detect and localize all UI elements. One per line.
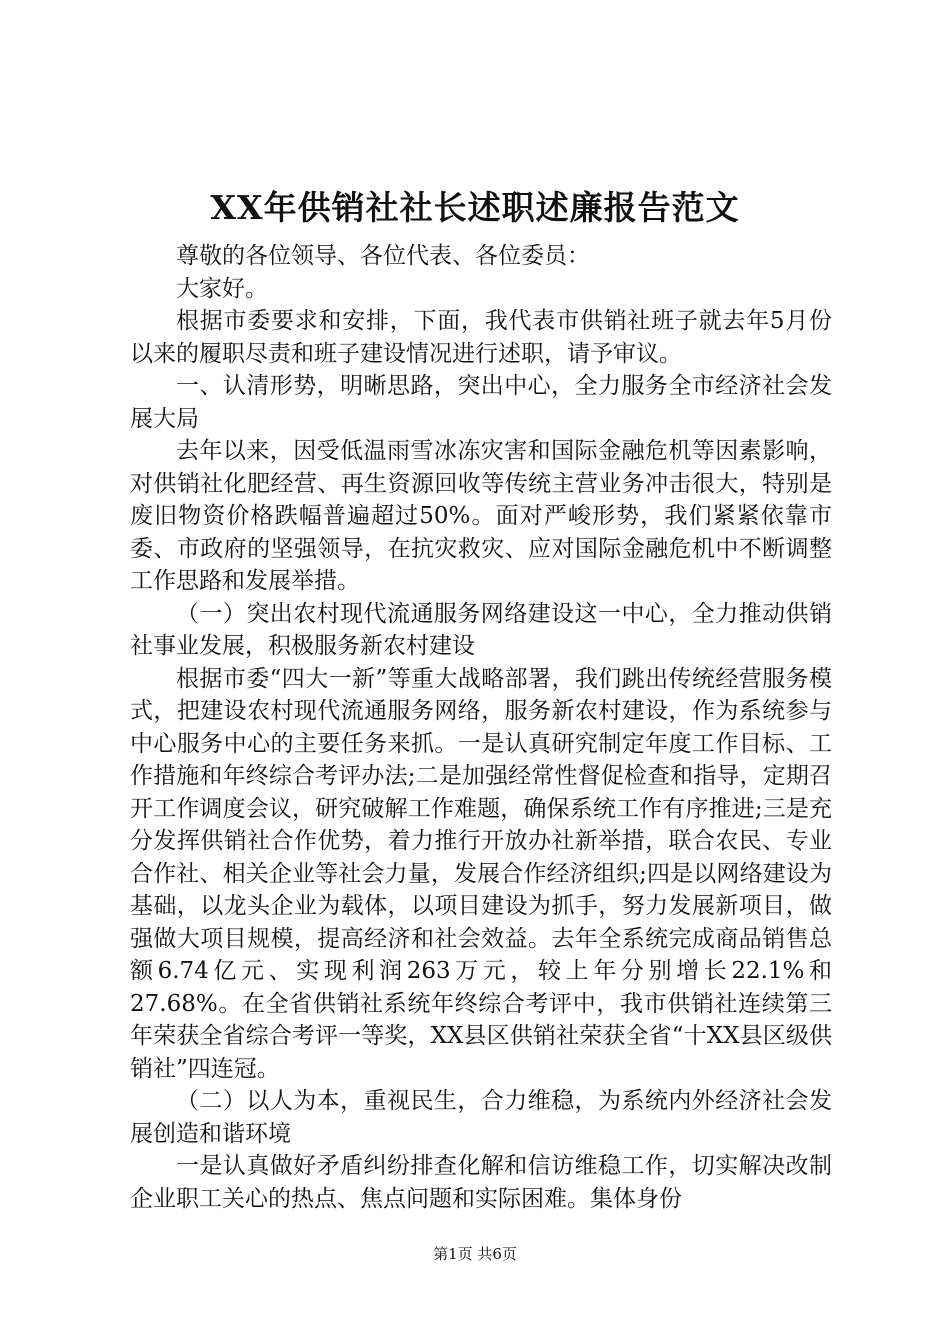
paragraph-network: 根据市委“四大一新”等重大战略部署，我们跳出传统经营服务模式，把建设农村现代流通服务网络，服务新农村建设，作为系统参与中心服务中心的主要任务来抓。一是认真研究制定年度工作目标、工作措施和年终综合考评办法;二是加强经常性督促检查和指导，定期召开工作调度会议，研究破解工作难题，确保系统工作有序推进;三是充分发挥供销社合作优势，着力推行开放办社新举措，联合农民、专业合作社、相关企业等社会力量，发展合作经济组织;四是以网络建设为基础，以龙头企业为载体，以项目建设为抓手，努力发展新项目，做强做大项目规模，提高经济和社会效益。去年全系统完成商品销售总额6.74亿元、实现利润263万元，较上年分别增长22.1%和27.68%。在全省供销社系统年终综合考评中，我市供销社连续第三年荣获全省综合考评一等奖，XX县区供销社荣获全省“十XX县区级供销社”四连冠。 — [130, 665, 832, 1082]
paragraph-stability: 一是认真做好矛盾纠纷排查化解和信访维稳工作，切实解决改制企业职工关心的热点、焦点问题和实际困难。集体身份 — [130, 1153, 832, 1212]
paragraph-salutation: 尊敬的各位领导、各位代表、各位委员： — [176, 243, 590, 269]
subsection-heading-2: （二）以人为本，重视民生，合力维稳，为系统内外经济社会发展创造和谐环境 — [130, 1088, 832, 1147]
subsection-heading-1: （一）突出农村现代流通服务网络建设这一中心，全力推动供销社事业发展，积极服务新农村建设 — [130, 600, 832, 659]
page-footer: 第1页 共6页 — [433, 1245, 517, 1263]
paragraph-situation: 去年以来，因受低温雨雪冰冻灾害和国际金融危机等因素影响，对供销社化肥经营、再生资源回收等传统主营业务冲击很大，特别是废旧物资价格跌幅普遍超过50%。面对严峻形势，我们紧紧依靠市委、市政府的坚强领导，在抗灾救灾、应对国际金融危机中不断调整工作思路和发展举措。 — [130, 438, 832, 594]
paragraph-greeting: 大家好。 — [176, 275, 268, 302]
section-heading-1: 一、认清形势，明晰思路，突出中心，全力服务全市经济社会发展大局 — [130, 373, 832, 432]
paragraph-intro: 根据市委要求和安排，下面，我代表市供销社班子就去年5月份以来的履职尽责和班子建设情况进行述职，请予审议。 — [130, 308, 832, 367]
document-title: XX年供销社社长述职述廉报告范文 — [210, 188, 740, 227]
document-body — [130, 240, 832, 1215]
